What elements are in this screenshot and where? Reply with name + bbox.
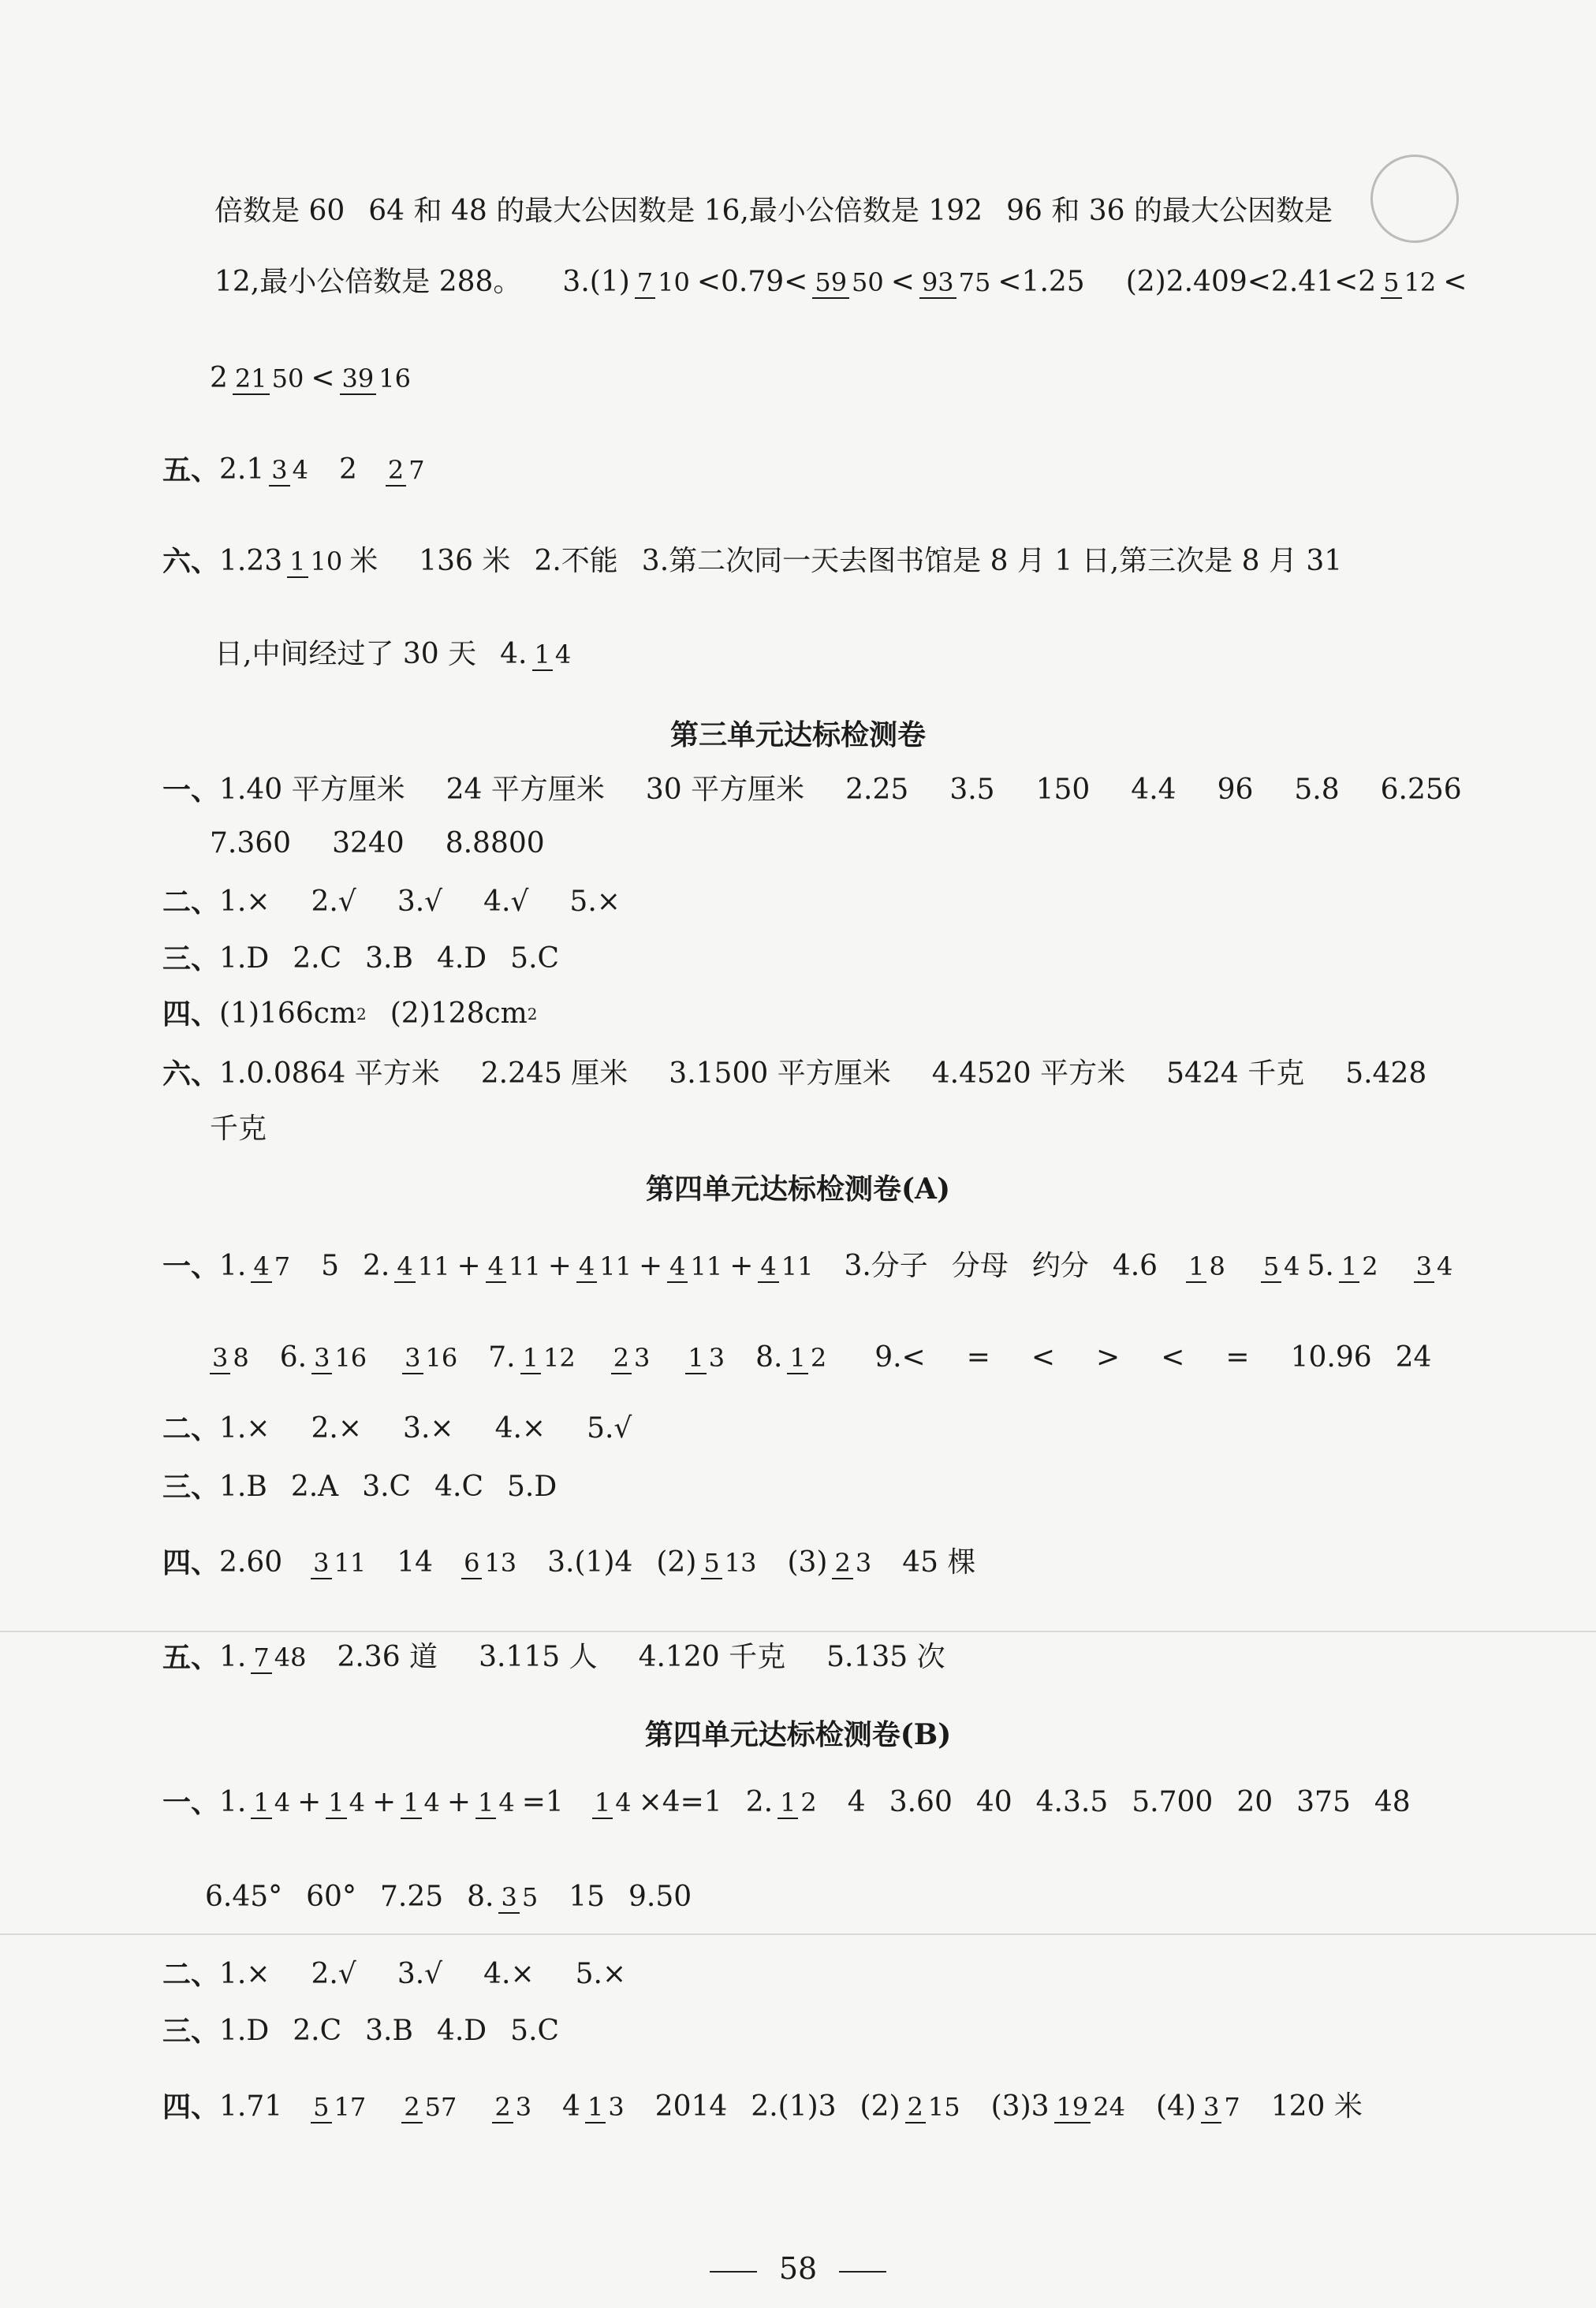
fraction: 3 5 <box>498 1882 540 1912</box>
text: 2014 <box>654 2090 728 2123</box>
text: 2.36 道 <box>337 1641 438 1673</box>
homework-stamp <box>1370 155 1459 243</box>
answer: 7.360 <box>210 827 292 859</box>
answer: 千克 <box>210 1113 267 1145</box>
text: 2.1 <box>219 453 265 486</box>
answer: 1.0.0864 平方米 <box>219 1057 440 1090</box>
text: = <box>1225 1341 1250 1374</box>
section-5 <box>162 453 432 487</box>
text: 12,最小公倍数是 288。 <box>214 266 522 298</box>
answer: 1.× <box>219 1412 270 1445</box>
answer: 2.25 <box>845 774 909 806</box>
fraction: 1 10 <box>287 546 345 576</box>
dash <box>839 2271 886 2273</box>
answer: 3.C <box>362 1471 412 1503</box>
unit3-row6 <box>162 1057 1426 1091</box>
section-label: 五、 <box>162 1641 220 1674</box>
answer: 3.5 <box>949 774 995 806</box>
unit4b-row1 <box>162 1785 1411 1820</box>
answer: 2.A <box>290 1471 339 1503</box>
text: 1. <box>219 1250 247 1282</box>
fraction: 1 8 <box>1186 1251 1228 1281</box>
text: 14 <box>397 1546 434 1579</box>
fraction: 1 2 <box>787 1343 829 1373</box>
fraction: 3 11 <box>311 1548 368 1578</box>
fraction: 2 3 <box>611 1343 653 1373</box>
fraction: 3 8 <box>210 1343 252 1373</box>
answer: 2.245 厘米 <box>480 1057 628 1090</box>
unit4a-title: 第四单元达标检测卷(A) <box>646 1173 950 1206</box>
text: 20 <box>1236 1786 1273 1818</box>
page-footer <box>0 2251 1596 2286</box>
text: 9.< <box>874 1341 926 1374</box>
text: (2)2.409<2.41<2 <box>1125 266 1377 298</box>
answer: (2)128cm <box>390 997 528 1030</box>
superscript: 2 <box>356 1005 367 1023</box>
answer: 3.√ <box>397 886 443 918</box>
answer: 3.B <box>365 2015 413 2047</box>
unit3-row1b <box>210 826 545 861</box>
fraction: 3 4 <box>269 455 311 485</box>
answer: (1)166cm <box>219 997 357 1030</box>
answer: 30 平方厘米 <box>645 774 805 806</box>
fraction: 4 7 <box>251 1251 293 1281</box>
answer: 5.√ <box>587 1412 632 1445</box>
answer: 4.D <box>436 2015 487 2047</box>
unit4b-row1b <box>205 1880 692 1915</box>
text: 4.120 千克 <box>638 1641 786 1673</box>
text: 24 <box>1395 1341 1432 1374</box>
text: 2.60 <box>219 1546 283 1579</box>
text: 1. <box>219 1786 247 1818</box>
text: 64 和 48 的最大公因数是 16,最小公倍数是 192 <box>368 195 983 227</box>
fraction: 39 16 <box>340 364 413 393</box>
unit4a-row3 <box>162 1470 557 1504</box>
fraction: 1 3 <box>585 2092 627 2122</box>
text: <1.25 <box>998 266 1085 298</box>
top-line-2 <box>214 265 1467 300</box>
text: 7. <box>488 1341 516 1374</box>
text: 3.分子 <box>844 1250 928 1282</box>
fraction: 1 2 <box>777 1788 819 1818</box>
text: + <box>547 1250 572 1282</box>
text: 5.700 <box>1132 1786 1214 1818</box>
fraction: 19 24 <box>1054 2092 1128 2122</box>
text: 136 米 <box>419 545 511 577</box>
section-label: 二、 <box>162 1412 220 1445</box>
page-number: 58 <box>778 2251 818 2286</box>
answer: 3.× <box>403 1412 454 1445</box>
top-line-1 <box>214 194 1333 229</box>
fraction: 2 15 <box>905 2092 963 2122</box>
text: + <box>729 1250 754 1282</box>
text: 375 <box>1296 1786 1351 1818</box>
answer: 3.√ <box>397 1958 443 1990</box>
answer: 1.× <box>219 1958 270 1990</box>
answer: 5.8 <box>1294 774 1340 806</box>
answer: 96 <box>1217 774 1254 806</box>
text: 1.71 <box>219 2090 283 2123</box>
fold-line <box>0 1631 1596 1632</box>
answer: 24 平方厘米 <box>446 774 605 806</box>
answer: 4.C <box>434 1471 483 1503</box>
fraction: 3 4 <box>1414 1251 1456 1281</box>
text: 6. <box>279 1341 308 1374</box>
text: = <box>966 1341 990 1374</box>
fraction: 2 7 <box>386 455 427 485</box>
text: 2. <box>363 1250 390 1282</box>
answer: 2.× <box>311 1412 363 1445</box>
text: + <box>457 1250 481 1282</box>
answer: 150 <box>1035 774 1091 806</box>
text: 3.第二次同一天去图书馆是 8 月 1 日,第三次是 8 月 31 <box>641 545 1343 577</box>
fraction: 1 2 <box>1339 1251 1381 1281</box>
fraction: 6 13 <box>461 1548 519 1578</box>
answer: 4.4520 平方米 <box>931 1057 1126 1090</box>
answer: 5.428 <box>1345 1057 1427 1090</box>
text: 60° <box>306 1881 356 1913</box>
superscript: 2 <box>527 1005 538 1023</box>
unit4b-row2 <box>162 1957 626 1992</box>
text: 3.60 <box>889 1786 953 1818</box>
fraction: 1 4 <box>592 1788 634 1818</box>
fraction: 2 57 <box>401 2092 459 2122</box>
fraction: 1 4 <box>532 639 574 669</box>
fraction: 21 50 <box>233 364 306 393</box>
text: 9.50 <box>628 1881 692 1913</box>
text: 1.23 <box>219 545 283 577</box>
unit4b-title: 第四单元达标检测卷(B) <box>644 1718 952 1751</box>
text: (3)3 <box>990 2090 1050 2123</box>
answer: 5.C <box>510 2015 560 2047</box>
fraction: 3 7 <box>1201 2092 1243 2122</box>
text: 1. <box>219 1641 247 1673</box>
fraction: 5 12 <box>1381 267 1438 297</box>
text: 4.6 <box>1112 1250 1158 1282</box>
section-label: 二、 <box>162 886 220 919</box>
answer: 2.C <box>293 2015 342 2047</box>
text: 5. <box>1307 1250 1334 1282</box>
text: 约分 <box>1031 1250 1089 1282</box>
text: (2) <box>860 2090 901 2123</box>
section-label: 六、 <box>162 1057 220 1091</box>
unit3-row2 <box>162 885 621 919</box>
unit3-row3 <box>162 941 559 976</box>
text: < <box>311 362 335 394</box>
section-label: 一、 <box>162 1250 220 1283</box>
text: < <box>1443 266 1467 298</box>
section-6 <box>162 544 1342 579</box>
text: (4) <box>1155 2090 1196 2123</box>
section-label: 四、 <box>162 2090 220 2123</box>
unit4b-row4 <box>162 2090 1363 2124</box>
answer: 4.D <box>436 942 487 975</box>
fraction: 1 4 <box>326 1788 367 1818</box>
text: 4.3.5 <box>1035 1786 1109 1818</box>
unit4a-row4 <box>162 1546 975 1580</box>
answer: 1.D <box>219 2015 270 2047</box>
fraction: 5 13 <box>701 1548 759 1578</box>
text: 5 <box>321 1250 339 1282</box>
text: 4 <box>847 1786 866 1818</box>
fraction: 3 16 <box>311 1343 369 1373</box>
fraction: 4 11 <box>576 1251 634 1281</box>
answer: 4.4 <box>1131 774 1176 806</box>
text: 米 <box>349 545 378 577</box>
fraction: 1 4 <box>251 1788 293 1818</box>
fraction: 1 4 <box>475 1788 517 1818</box>
answer: 2.√ <box>311 886 356 918</box>
fraction: 2 3 <box>832 1548 874 1578</box>
unit4b-row3 <box>162 2014 559 2049</box>
text: 4. <box>500 638 528 670</box>
answer: 1.40 平方厘米 <box>219 774 405 806</box>
fraction: 5 17 <box>311 2092 368 2122</box>
text: 4 <box>562 2090 580 2123</box>
answer: 4.√ <box>483 886 529 918</box>
top-line-3 <box>210 361 418 396</box>
text: 2. <box>745 1786 774 1818</box>
text: 8. <box>755 1341 783 1374</box>
text: + <box>638 1250 663 1282</box>
answer: 6.256 <box>1380 774 1462 806</box>
section-label: 三、 <box>162 1471 220 1504</box>
text: 3.(1) <box>562 266 630 298</box>
text: + <box>297 1786 322 1818</box>
fraction: 7 48 <box>251 1642 308 1672</box>
unit3-row6b <box>210 1112 267 1147</box>
unit3-row1 <box>162 773 1462 807</box>
text: 5.135 次 <box>826 1641 945 1673</box>
unit4a-row5 <box>162 1640 945 1675</box>
text: =1 <box>521 1786 564 1818</box>
answer: 2.C <box>293 942 342 975</box>
section-label: 一、 <box>162 1786 220 1819</box>
answer: 5.D <box>507 1471 557 1503</box>
answer: 5.× <box>575 1958 627 1990</box>
fraction: 5 4 <box>1261 1251 1303 1281</box>
text: + <box>446 1786 472 1818</box>
answer: 2.√ <box>311 1958 356 1990</box>
fraction: 4 11 <box>486 1251 543 1281</box>
section-label: 一、 <box>162 774 220 807</box>
text: 48 <box>1374 1786 1411 1818</box>
text: 15 <box>569 1881 606 1913</box>
section-label: 五、 <box>162 453 220 487</box>
text: 96 和 36 的最大公因数是 <box>1006 195 1333 227</box>
answer: 4.× <box>494 1412 546 1445</box>
text: < <box>890 266 915 298</box>
text: 2 <box>339 453 357 486</box>
text: 10.96 <box>1290 1341 1372 1374</box>
text: <0.79< <box>696 266 808 298</box>
answer: 5424 千克 <box>1166 1057 1305 1090</box>
unit4a-row1 <box>162 1249 1460 1284</box>
section-label: 四、 <box>162 1546 220 1579</box>
section-label: 六、 <box>162 545 220 578</box>
unit4a-row2 <box>162 1411 632 1446</box>
fold-line <box>0 1933 1596 1935</box>
section-label: 三、 <box>162 2015 220 2048</box>
text: 8. <box>467 1881 494 1913</box>
text: > <box>1096 1341 1121 1374</box>
text: 分母 <box>951 1250 1009 1282</box>
text: 3.(1)4 <box>547 1546 633 1579</box>
text: < <box>1161 1341 1185 1374</box>
fraction: 2 3 <box>492 2092 534 2122</box>
text: 40 <box>975 1786 1012 1818</box>
text: 2.(1)3 <box>751 2090 837 2123</box>
section-label: 四、 <box>162 997 220 1031</box>
answer: 3240 <box>332 827 405 859</box>
text: 6.45° <box>205 1881 283 1913</box>
text: 7.25 <box>379 1881 444 1913</box>
answer: 5.× <box>569 886 621 918</box>
answer: 5.C <box>510 942 560 975</box>
text: 倍数是 60 <box>214 195 345 227</box>
fraction: 1 3 <box>685 1343 727 1373</box>
answer: 4.× <box>483 1958 535 1990</box>
section-label: 二、 <box>162 1958 220 1991</box>
text: 2 <box>210 362 228 394</box>
answer: 1.× <box>219 886 270 918</box>
text: (2) <box>656 1546 697 1579</box>
fraction: 1 12 <box>520 1343 578 1373</box>
text: 2.不能 <box>534 545 618 577</box>
fraction: 4 11 <box>667 1251 725 1281</box>
answer: 3.1500 平方厘米 <box>669 1057 891 1090</box>
answer: 1.D <box>219 942 270 975</box>
text: (3) <box>787 1546 828 1579</box>
text: 120 米 <box>1270 2090 1363 2123</box>
text: + <box>371 1786 397 1818</box>
fraction: 7 10 <box>635 267 692 297</box>
text: ×4=1 <box>638 1786 722 1818</box>
text: 3.115 人 <box>479 1641 598 1673</box>
text: 日,中间经过了 30 天 <box>214 638 477 670</box>
unit3-row4 <box>162 997 538 1031</box>
fraction: 93 75 <box>919 267 993 297</box>
fraction: 4 11 <box>394 1251 452 1281</box>
text: < <box>1031 1341 1056 1374</box>
dash <box>710 2271 757 2273</box>
fraction: 4 11 <box>758 1251 815 1281</box>
text: 45 棵 <box>902 1546 976 1579</box>
unit3-title: 第三单元达标检测卷 <box>669 718 926 751</box>
answer: 1.B <box>219 1471 267 1503</box>
fraction: 1 4 <box>401 1788 442 1818</box>
answer: 3.B <box>365 942 413 975</box>
section-label: 三、 <box>162 942 220 975</box>
answer: 8.8800 <box>445 827 545 859</box>
fraction: 3 16 <box>402 1343 460 1373</box>
section-6-cont <box>214 637 578 672</box>
fraction: 59 50 <box>812 267 886 297</box>
unit4a-row1b <box>205 1340 1431 1375</box>
